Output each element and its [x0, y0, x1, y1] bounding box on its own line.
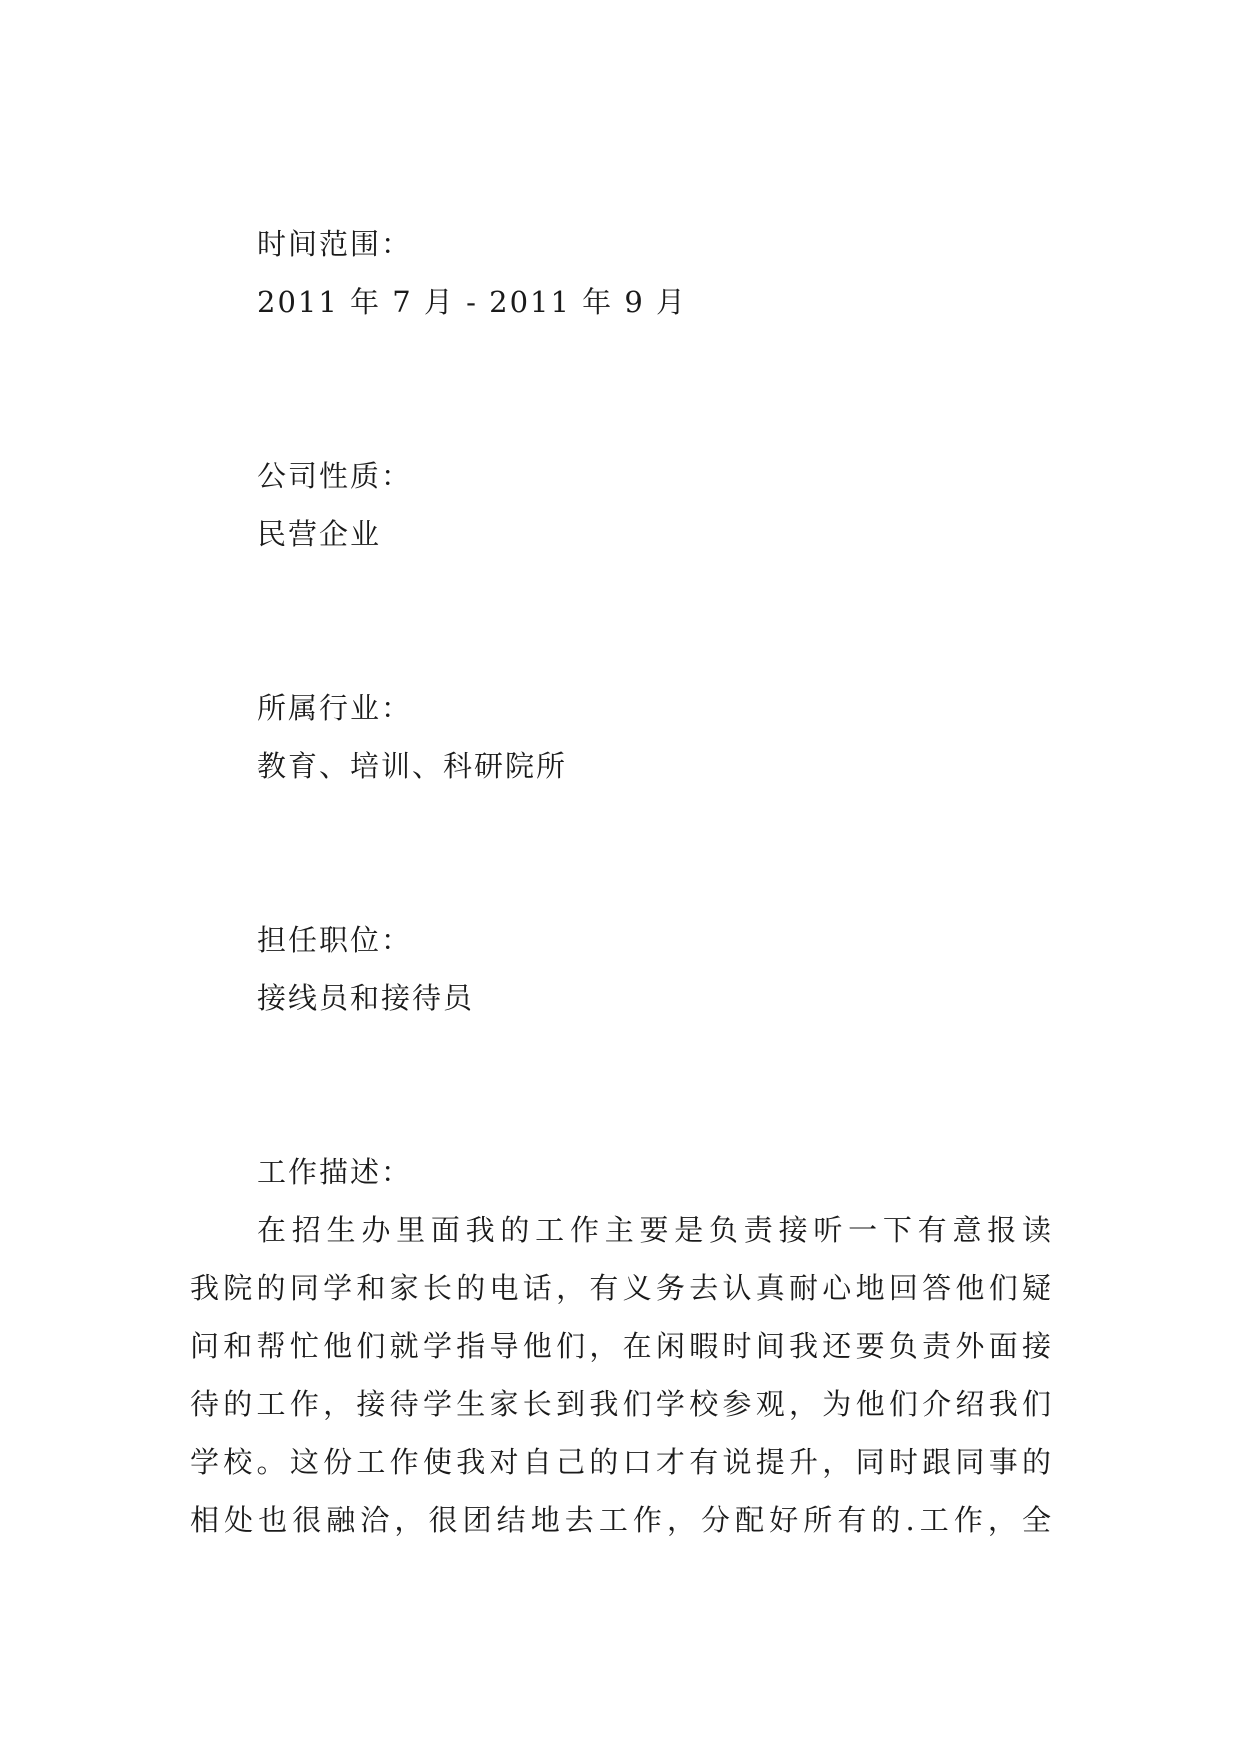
time-range-value: 2011 年 7 月 - 2011 年 9 月 — [257, 285, 688, 319]
description-line: 我院的同学和家长的电话，有义务去认真耐心地回答他们疑 — [190, 1271, 1052, 1305]
description-line: 问和帮忙他们就学指导他们，在闲暇时间我还要负责外面接 — [190, 1329, 1052, 1363]
description-line: 学校。这份工作使我对自己的口才有说提升，同时跟同事的 — [190, 1445, 1052, 1479]
time-range-label: 时间范围： — [257, 227, 413, 261]
company-type-label: 公司性质： — [257, 459, 413, 493]
description-line: 在招生办里面我的工作主要是负责接听一下有意报读 — [257, 1213, 1052, 1247]
description-line: 待的工作，接待学生家长到我们学校参观，为他们介绍我们 — [190, 1387, 1052, 1421]
description-label: 工作描述： — [257, 1155, 413, 1189]
industry-label: 所属行业： — [257, 691, 413, 725]
description-line: 相处也很融洽，很团结地去工作，分配好所有的.工作，全 — [190, 1503, 1052, 1537]
position-label: 担任职位： — [257, 923, 413, 957]
industry-value: 教育、培训、科研院所 — [257, 749, 568, 783]
position-value: 接线员和接待员 — [257, 981, 475, 1015]
company-type-value: 民营企业 — [257, 517, 382, 551]
